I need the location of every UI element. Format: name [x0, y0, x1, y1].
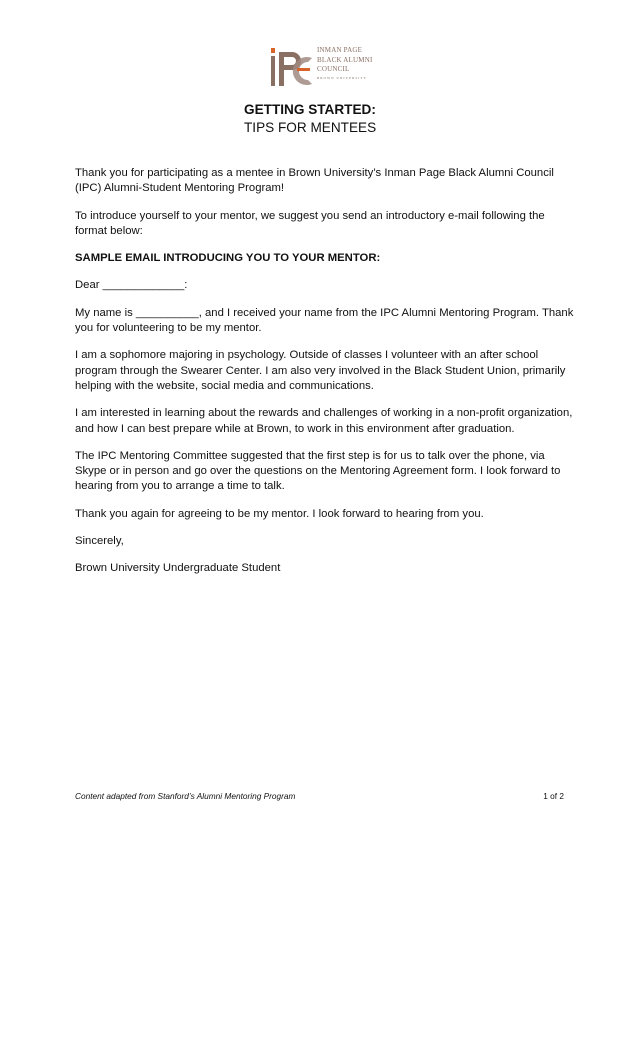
logo-line-2: BLACK ALUMNI [317, 55, 373, 64]
logo-line-3: COUNCIL [317, 65, 350, 73]
email-paragraph-2: I am a sophomore majoring in psychology. Outside of classes I volunteer with an after school program through the Swearer Center. I am also very involved in the Black Student Union, primarily helping with the website, social media and communications. [75, 349, 566, 392]
page-heading [244, 101, 376, 137]
email-closing: Sincerely, [75, 535, 124, 548]
email-paragraph-4: The IPC Mentoring Committee suggested that the first step is for us to talk over the phone, via Skype or in person and go over the questions on the Mentoring Agreement form. I look forward to hearing from you to arrange a time to talk. [75, 449, 561, 493]
email-paragraph-5: Thank you again for agreeing to be my mentor. I look forward to hearing from you. [75, 507, 484, 520]
ipc-monogram-icon [268, 44, 316, 92]
logo-line-4: BROWN UNIVERSITY [317, 75, 367, 80]
email-signature: Brown University Undergraduate Student [75, 562, 281, 575]
sample-email-heading: SAMPLE EMAIL INTRODUCING YOU TO YOUR MENTOR: [75, 252, 381, 265]
email-paragraph-1: My name is __________, and I received your name from the IPC Alumni Mentoring Program. Thank you for volunteering to be my mentor. [75, 306, 574, 335]
intro-paragraph: Thank you for participating as a mentee in Brown University’s Inman Page Black Alumni Council (IPC) Alumni-Student Mentoring Program! [75, 167, 554, 195]
logo-wordmark [317, 46, 373, 82]
page-number: 1 of 2 [543, 791, 564, 801]
page-title: GETTING STARTED: [244, 102, 376, 117]
email-paragraph-3: I am interested in learning about the rewards and challenges of working in a non-profit organization, and how I can best prepare while at Brown, to work in this environment after graduation. [75, 407, 573, 435]
instruction-paragraph: To introduce yourself to your mentor, we suggest you send an introductory e-mail following the format below: [75, 209, 545, 237]
document-body [75, 166, 575, 589]
footer-credit: Content adapted from Stanford’s Alumni Mentoring Program [75, 791, 296, 801]
email-greeting: Dear _____________: [75, 279, 188, 292]
page-footer [75, 791, 564, 801]
logo-line-1: INMAN PAGE [317, 46, 363, 54]
page-subtitle: TIPS FOR MENTEES [244, 120, 377, 135]
ipc-logo [268, 44, 388, 92]
